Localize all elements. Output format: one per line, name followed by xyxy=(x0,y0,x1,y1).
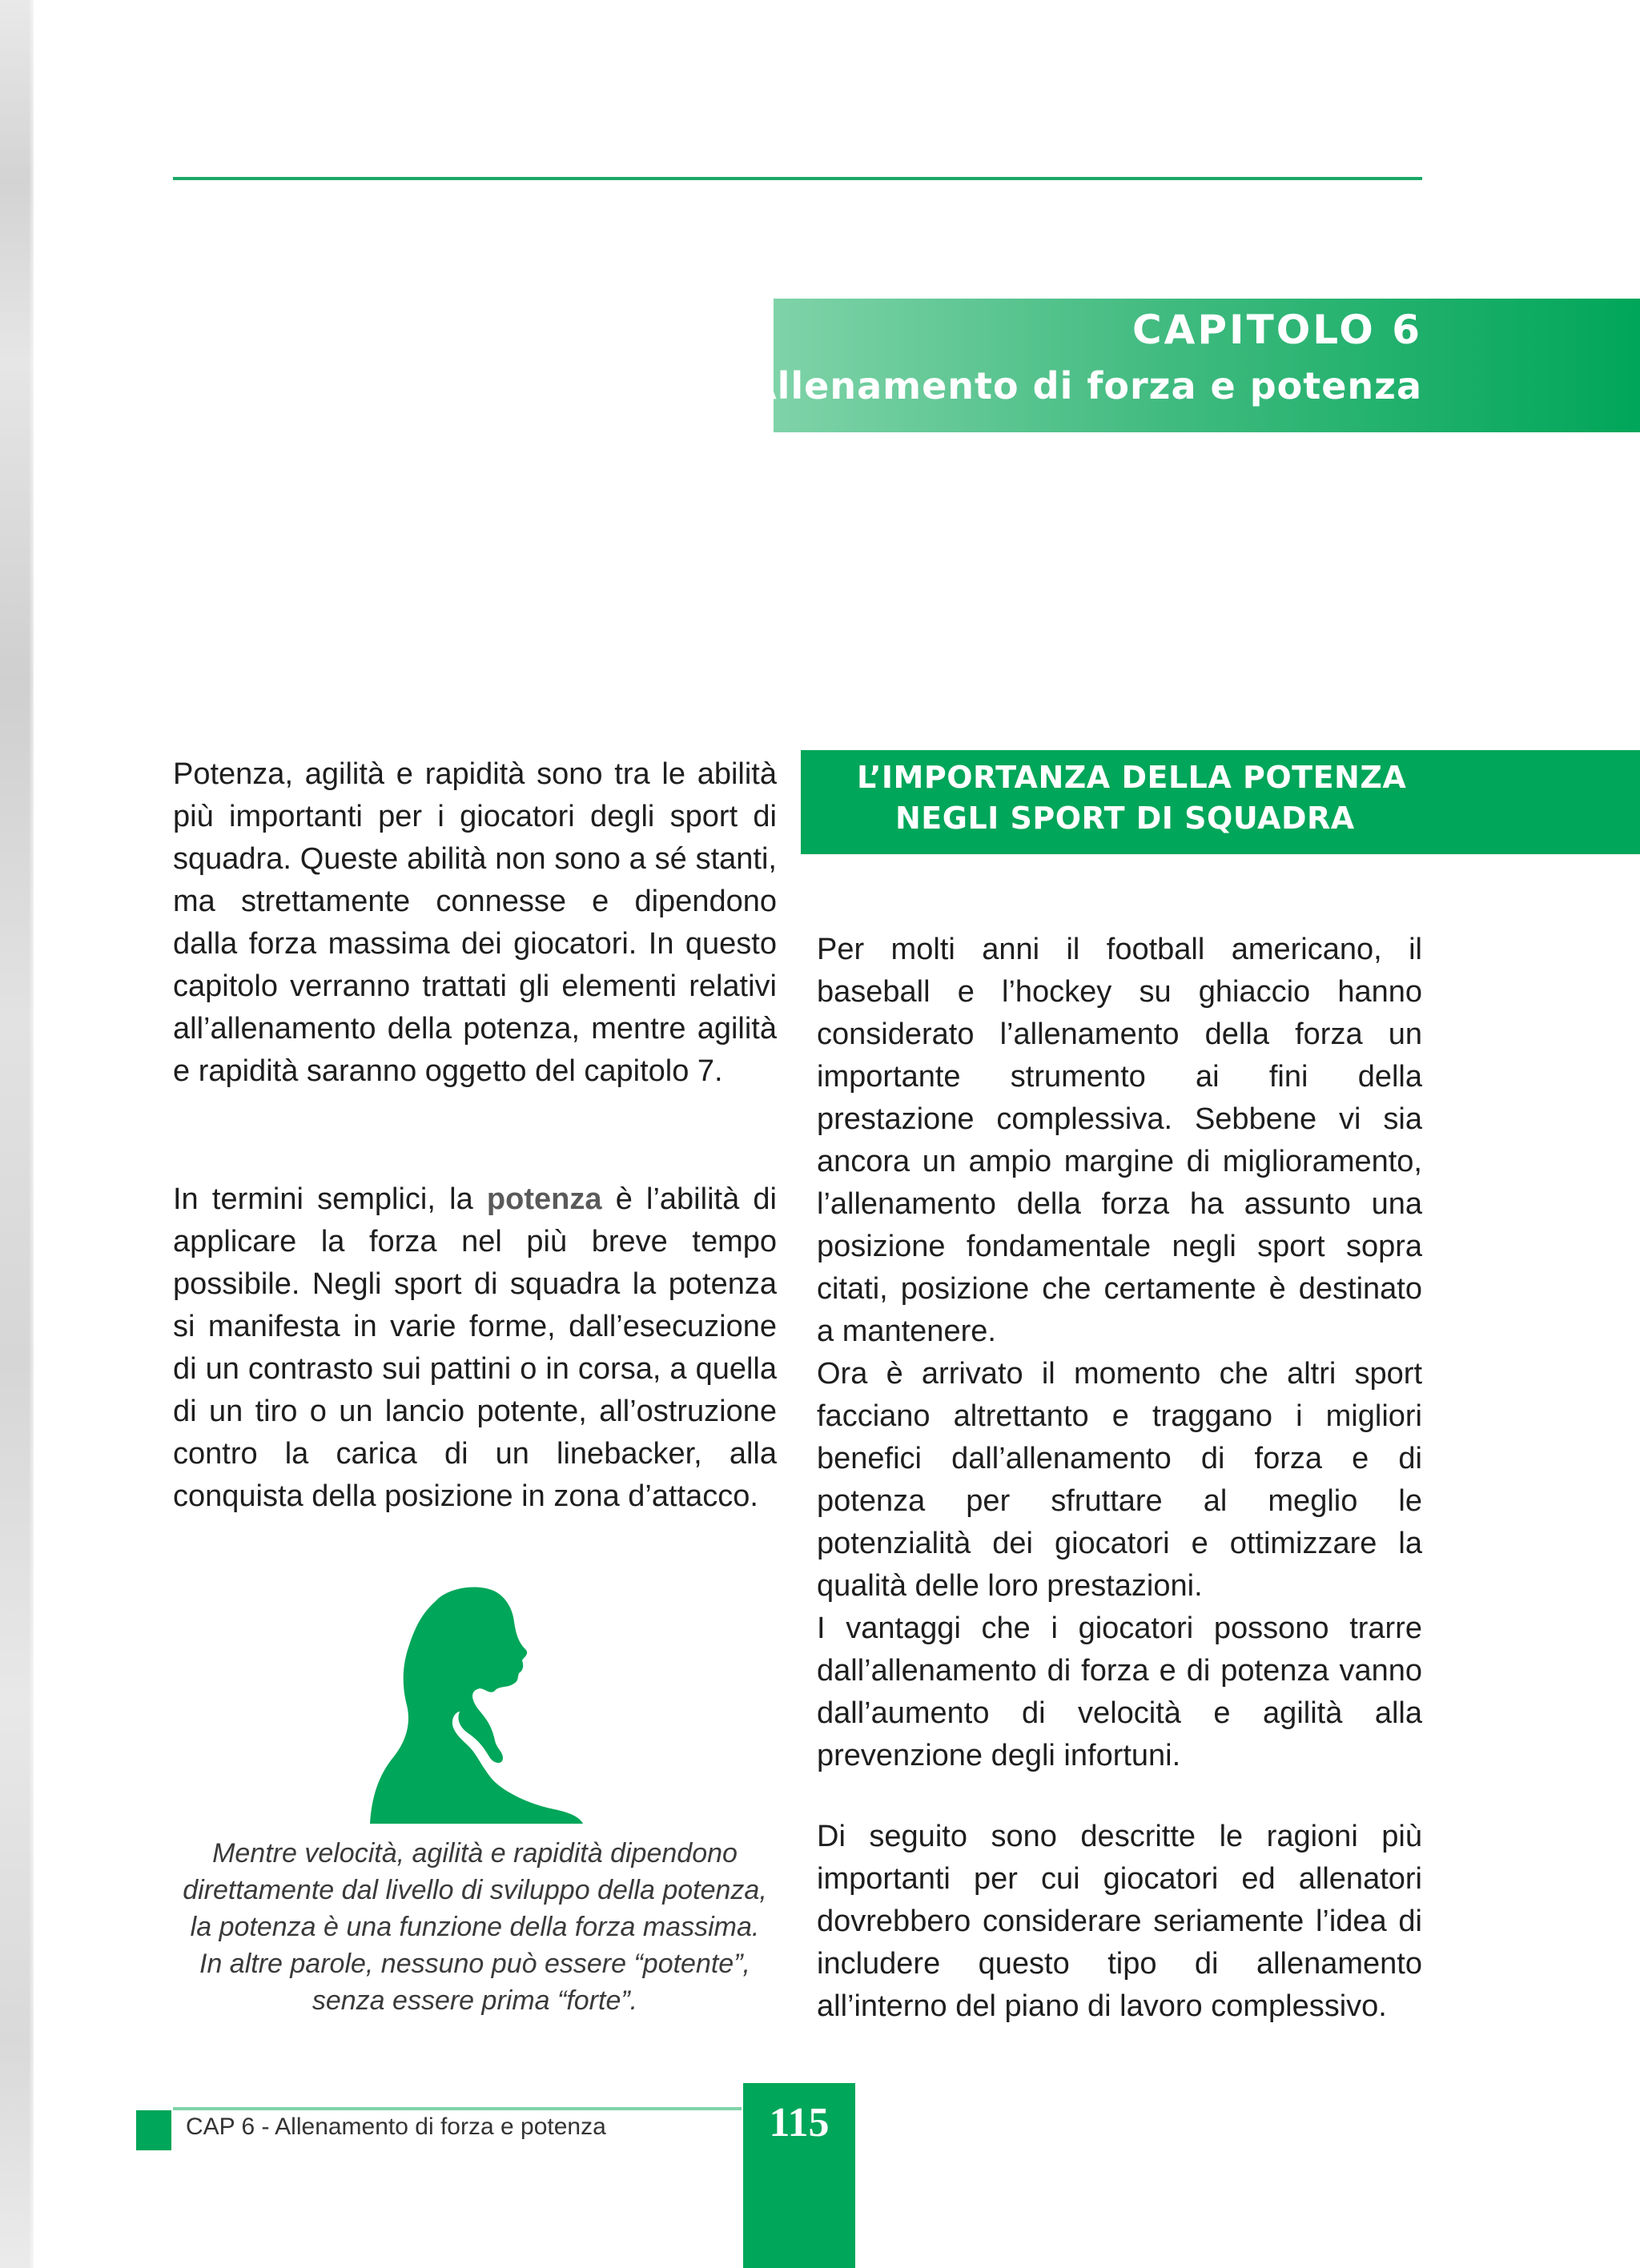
section-heading-box xyxy=(801,750,1640,854)
pull-quote xyxy=(173,1835,777,2019)
quote-line: la potenza è una funzione della forza massima. xyxy=(190,1912,760,1942)
footer-marker xyxy=(136,2110,171,2150)
term-potenza: potenza xyxy=(486,1182,602,1216)
body-paragraph-d: Di seguito sono descritte le ragioni più importanti per cui giocatori ed allenatori dovrebbero considerare seriamente l’idea di includere questo tipo di allenamento all’interno del piano di lavoro complessivo. xyxy=(817,1820,1422,2023)
body-paragraph-a: Per molti anni il football americano, il baseball e l’hockey su ghiaccio hanno considerato l’allenamento della forza un importante strumento ai fini della prestazione complessiva. Sebbene vi sia ancora un ampio margine di miglioramento, l’allenamento della forza ha assunto una posizione fondamentale negli sport sopra citati, posizione che certamente è destinato a mantenere. xyxy=(817,933,1422,1348)
chapter-title: Allenamento di forza e potenza xyxy=(748,364,1422,407)
left-edge-photo-strip xyxy=(0,0,34,2268)
definition-paragraph xyxy=(173,1178,777,1518)
section-heading-line1: L’IMPORTANZA DELLA POTENZA xyxy=(857,760,1407,795)
quote-line: direttamente dal livello di sviluppo della potenza, xyxy=(183,1875,767,1905)
quote-line: Mentre velocità, agilità e rapidità dipendono xyxy=(212,1838,738,1869)
section-body xyxy=(817,929,1422,1777)
body-paragraph-c: I vantaggi che i giocatori possono trarre dall’allenamento di forza e di potenza vanno dall’aumento di velocità e agilità alla prevenzione degli infortuni. xyxy=(817,1612,1422,1772)
page-number: 115 xyxy=(769,2100,830,2146)
footer-rule xyxy=(173,2107,742,2110)
body-paragraph-b: Ora è arrivato il momento che altri sport facciano altrettanto e traggano i migliori benefici dall’allenamento di forza e di potenza per sfruttare al meglio le potenzialità dei giocatori e ottimizzare la qualità delle loro prestazioni. xyxy=(817,1357,1422,1603)
definition-text-after: è l’abilità di applicare la forza nel più breve tempo possibile. Negli sport di squadra la potenza si manifesta in varie forme, dall’esecuzione di un contrasto sui pattini o in corsa, a quella di un tiro o un lancio potente, all’ostruzione contro la carica di un linebacker, alla conquista della posizione in zona d’attacco. xyxy=(173,1182,777,1513)
section-heading-line2: NEGLI SPORT DI SQUADRA xyxy=(895,801,1355,836)
running-footer-title: CAP 6 - Allenamento di forza e potenza xyxy=(186,2113,606,2140)
page-number-tab xyxy=(743,2083,855,2268)
quote-line: senza essere prima “forte”. xyxy=(312,1985,638,2016)
definition-text-before: In termini semplici, la xyxy=(173,1182,487,1216)
intro-paragraph: Potenza, agilità e rapidità sono tra le abilità più importanti per i giocatori degli sport di squadra. Queste abilità non sono a sé stanti, ma strettamente connesse e dipendono dalla forza massima dei giocatori. In questo capitolo verranno trattati gli elementi relativi all’allenamento della potenza, mentre agilità e rapidità saranno oggetto del capitolo 7. xyxy=(173,757,777,1088)
quote-line: In altre parole, nessuno può essere “potente”, xyxy=(199,1949,750,1979)
chapter-banner xyxy=(748,299,1640,432)
header-rule xyxy=(173,177,1422,180)
thinking-man-silhouette-icon xyxy=(370,1584,599,1824)
chapter-label: CAPITOLO 6 xyxy=(1132,307,1422,353)
